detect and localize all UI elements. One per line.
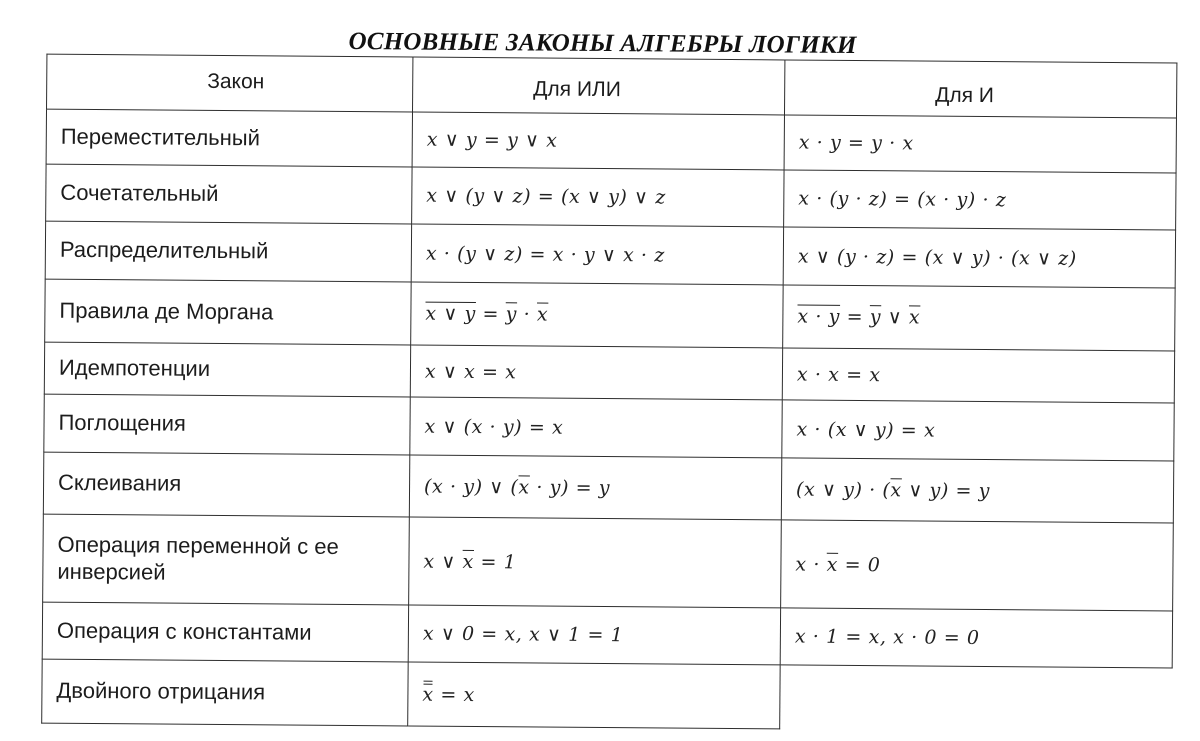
formula-negated-part: $\overline{x}$	[462, 550, 475, 573]
formula-or: x ∨ $\overline{x} = 1$	[409, 517, 782, 608]
law-name: Операция с константами	[42, 602, 408, 662]
header-row	[47, 54, 1177, 118]
formula-negated-part: $\overline{x}$	[518, 475, 530, 498]
table-row	[42, 602, 1172, 668]
law-name: Двойного отрицания	[42, 659, 408, 726]
table-row	[45, 221, 1175, 288]
page-title: ОСНОВНЫЕ ЗАКОНЫ АЛГЕБРЫ ЛОГИКИ	[348, 28, 857, 60]
formula-and: (x ∨ $y) \cdot (\overline{x}$ ∨ y) = y	[781, 458, 1173, 523]
law-name: Склеивания	[43, 452, 409, 517]
formula-negated-part: $\overline{y}$	[505, 303, 518, 326]
table-row	[43, 452, 1173, 523]
table-row	[42, 659, 1172, 732]
table-row	[43, 514, 1174, 611]
formula-and: x ∨ (y · z) = (x ∨ y) · (x ∨ z)	[783, 227, 1175, 288]
formula-or: x ∨ y = y ∨ x	[412, 112, 784, 170]
formula-or: x ∨ $y = \overline{y} \cdot \overline{x}$	[411, 282, 783, 348]
formula-or: x ∨ 0 = x, x ∨ 1 = 1	[408, 605, 780, 665]
formula-negated-part: $\overline{x}$	[890, 478, 902, 501]
empty-cell	[780, 665, 1172, 732]
table-row	[45, 279, 1175, 351]
formula-or: x ∨ (x · y) = x	[410, 397, 782, 458]
formula-negated-part: $\overline{x}$	[536, 303, 549, 326]
formula-and: $x \cdot y = \overline{y}$ ∨ $\overline{x}$	[783, 285, 1175, 351]
header-or: Для ИЛИ	[413, 57, 785, 115]
law-name: Переместительный	[46, 109, 412, 167]
law-name: Сочетательный	[46, 164, 412, 224]
formula-or: (x · y) ∨ $(\overline{x} \cdot y) = y$	[409, 455, 781, 520]
header-and: Для И	[784, 60, 1176, 118]
formula-or: x · (y ∨ z) = x · y ∨ x · z	[411, 224, 783, 285]
law-name: Распределительный	[45, 221, 411, 282]
law-name: Идемпотенции	[44, 342, 410, 397]
formula-and: x · 1 = x, x · 0 = 0	[780, 608, 1172, 668]
formula-and: $x \cdot \overline{x} = 0$	[781, 520, 1174, 611]
laws-table	[41, 54, 1177, 733]
law-name: Поглощения	[44, 394, 410, 455]
formula-and: x · y = y · x	[784, 115, 1176, 173]
law-name: Правила де Моргана	[45, 279, 411, 345]
table-row	[44, 342, 1174, 403]
table-row	[46, 164, 1176, 230]
formula-and: x · (x ∨ y) = x	[782, 400, 1174, 461]
formula-negated-part: $\overline{y}$	[869, 306, 882, 329]
formula-negated-part: $\overline{x}$	[826, 553, 839, 576]
formula-or: x ∨ x = x	[410, 345, 782, 400]
table-row	[44, 394, 1174, 461]
formula-negated-part: x · y	[797, 305, 841, 328]
law-name: Операция переменной с ее инверсией	[43, 514, 410, 605]
table-row	[46, 109, 1176, 173]
formula-or: x ∨ (y ∨ z) = (x ∨ y) ∨ z	[412, 167, 784, 227]
formula-negated-part: x ∨ y	[425, 302, 476, 326]
formula-double-negated-part: x	[422, 683, 434, 706]
formula-or: x = x	[408, 662, 780, 729]
formula-and: x · x = x	[782, 348, 1174, 403]
header-law: Закон	[47, 54, 413, 112]
formula-negated-part: $\overline{x}$	[908, 306, 921, 329]
formula-and: x · (y · z) = (x · y) · z	[784, 170, 1176, 230]
